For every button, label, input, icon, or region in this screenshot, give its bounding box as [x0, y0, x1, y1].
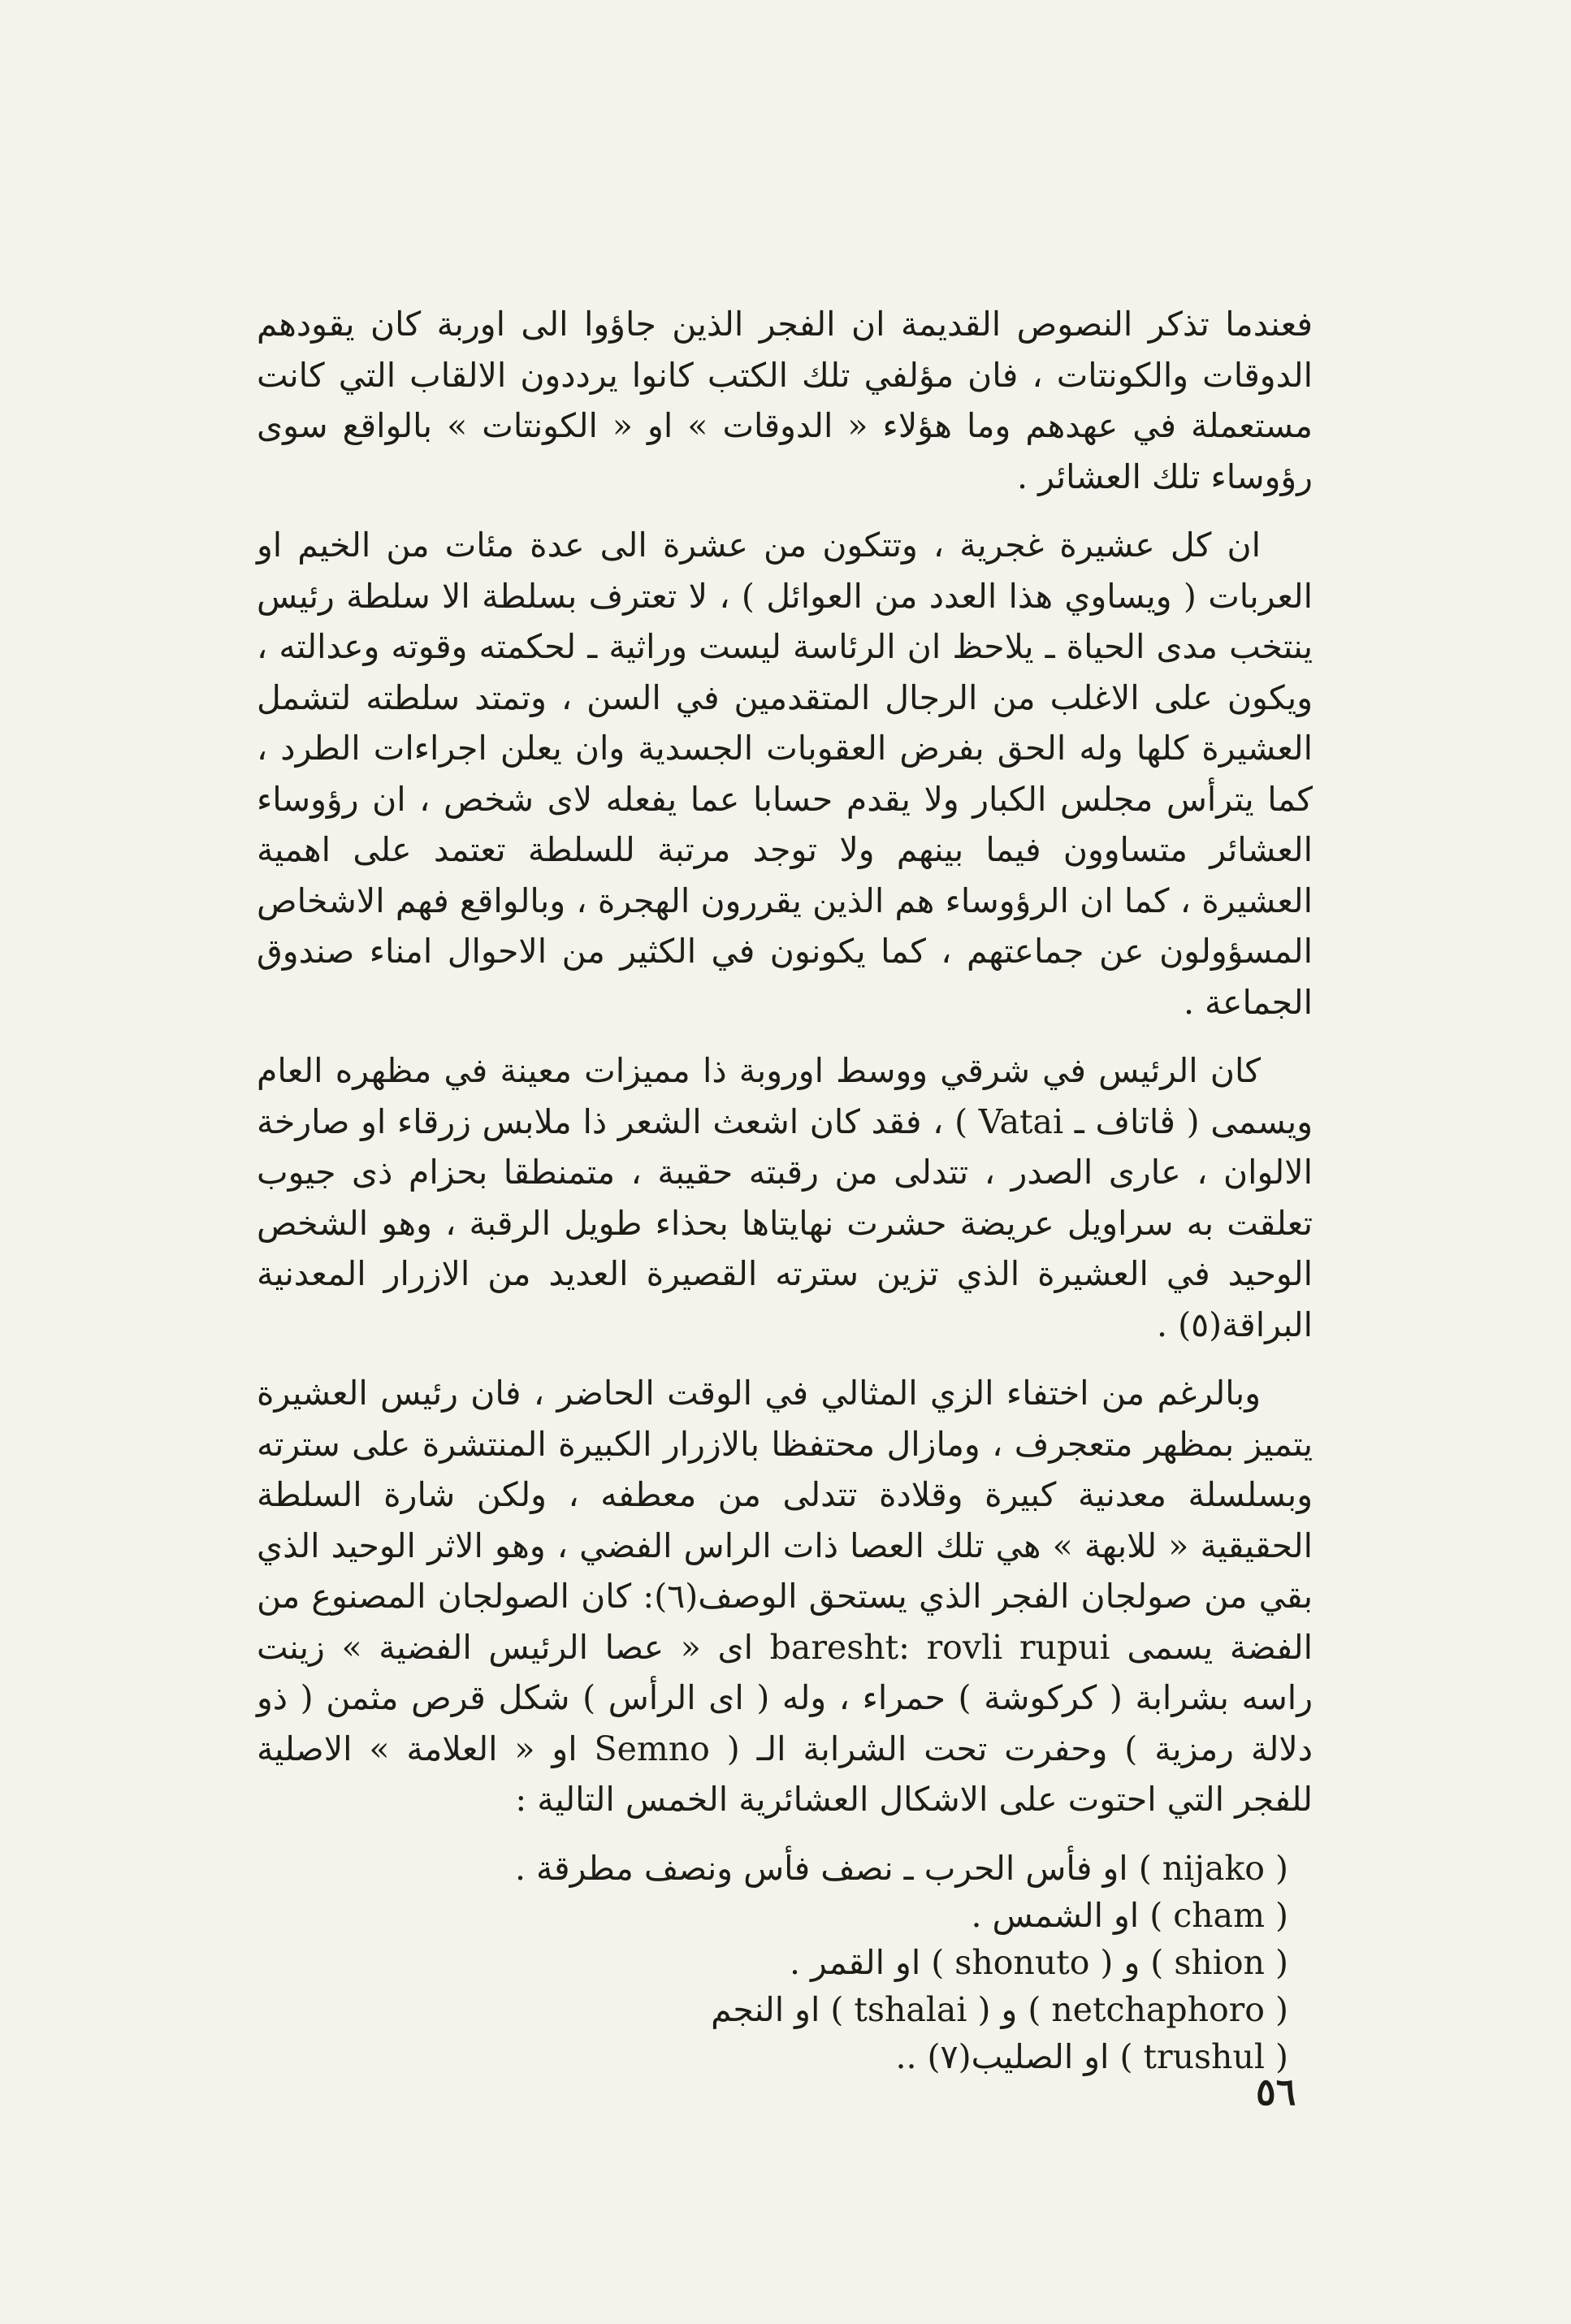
page-number: ٥٦	[1256, 2070, 1296, 2114]
list-item	[257, 1937, 1313, 1984]
body-text	[257, 299, 1313, 2079]
list-item	[257, 1984, 1313, 2032]
emblem-list	[257, 1843, 1313, 2079]
paragraph-2: ان كل عشيرة غجرية ، وتتكون من عشرة الى عدة مئات من الخيم او العربات ( ويساوي هذا العدد من العوائل ) ، لا تعترف بسلطة الا سلطة رئيس ينتخب مدى الحياة ـ يلاحظ ان الرئاسة ليست وراثية ـ لحكمته وقوته وعدالته ، ويكون على الاغلب من الرجال المتقدمين في السن ، وتمتد سلطته لتشمل العشيرة كلها وله الحق بفرض العقوبات الجسدية وان يعلن اجراءات الطرد ، كما يترأس مجلس الكبار ولا يقدم حسابا عما يفعله لاى شخص ، ان رؤوساء العشائر متساوون فيما بينهم ولا توجد مرتبة للسلطة تعتمد على اهمية العشيرة ، كما ان الرؤوساء هم الذين يقررون الهجرة ، وبالواقع فهم الاشخاص المسؤولون عن جماعتهم ، كما يكونون في الكثير من الاحوال امناء صندوق الجماعة .	[257, 526, 1313, 1022]
list-item	[257, 1843, 1313, 1890]
list-item	[257, 1890, 1313, 1937]
paragraph-3: كان الرئيس في شرقي ووسط اوروبة ذا مميزات معينة في مظهره العام ويسمى ( ڤاتاف ـ Vatai ) ، فقد كان اشعث الشعر ذا ملابس زرقاء او صارخة الالوان ، عارى الصدر ، تتدلى من رقبته حقيبة ، متمنطقا بحزام ذى جيوب تعلقت به سراويل عريضة حشرت نهايتاها بحذاء طويل الرقبة ، وهو الشخص الوحيد في العشيرة الذي تزين سترته القصيرة العديد من الازرار المعدنية البراقة(٥) .	[257, 1051, 1313, 1344]
paragraph-1: فعندما تذكر النصوص القديمة ان الفجر الذين جاؤوا الى اوربة كان يقودهم الدوقات والكونتات ، فان مؤلفي تلك الكتب كانوا يرددون الالقاب التي كانت مستعملة في عهدهم وما هؤلاء « الدوقات » او « الكونتات » بالواقع سوى رؤوساء تلك العشائر .	[257, 305, 1313, 496]
paragraph-4: وبالرغم من اختفاء الزي المثالي في الوقت الحاضر ، فان رئيس العشيرة يتميز بمظهر متعجرف ، ومازال محتفظا بالازرار الكبيرة المنتشرة على سترته وبسلسلة معدنية كبيرة وقلادة تتدلى من معطفه ، ولكن شارة السلطة الحقيقية « للابهة » هي تلك العصا ذات الراس الفضي ، وهو الاثر الوحيد الذي بقي من صولجان الفجر الذي يستحق الوصف(٦): كان الصولجان المصنوع من الفضة يسمى baresht: rovli rupui اى « عصا الرئيس الفضية » زينت راسه بشرابة ( كركوشة ) حمراء ، وله ( اى الرأس ) شكل قرص مثمن ( ذو دلالة رمزية ) وحفرت تحت الشرابة الـ ( Semno او « العلامة » الاصلية للفجر التي احتوت على الاشكال العشائرية الخمس التالية :	[257, 1374, 1313, 1819]
emblem-text: ( cham ) او الشمس .	[971, 1895, 1288, 1935]
emblem-text: ( netchaphoro ) و ( tshalai ) او النجم	[711, 1989, 1288, 2029]
emblem-text: ( trushul ) او الصليب(٧) ..	[895, 2036, 1288, 2076]
emblem-text: ( nijako ) او فأس الحرب ـ نصف فأس ونصف مطرقة .	[514, 1848, 1288, 1888]
emblem-text: ( shion ) و ( shonuto ) او القمر .	[789, 1942, 1288, 1982]
list-item	[257, 2032, 1313, 2079]
